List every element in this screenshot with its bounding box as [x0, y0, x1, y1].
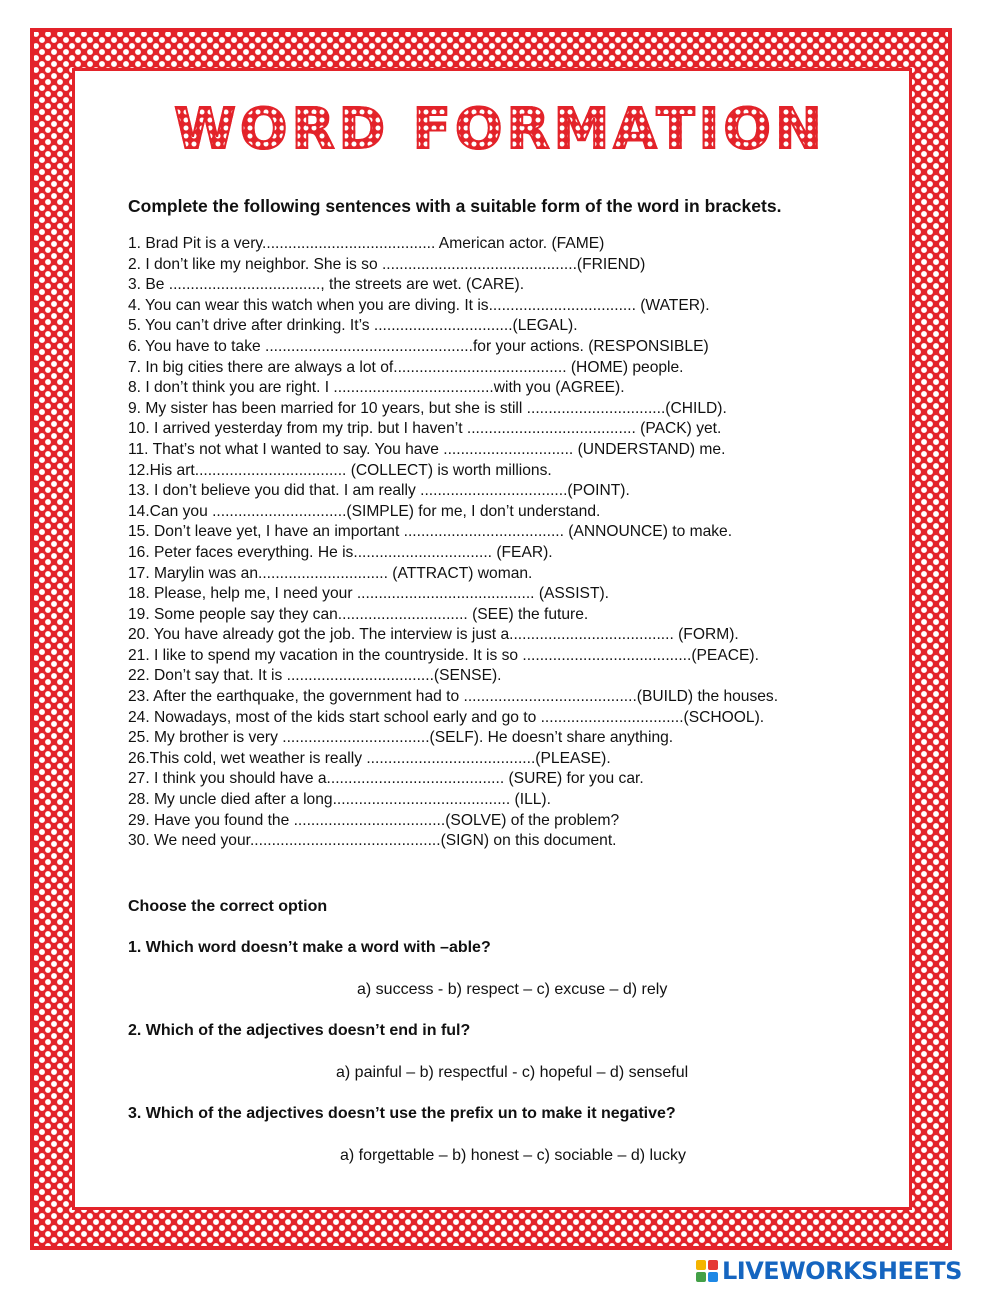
- sentence-item: 15. Don’t leave yet, I have an important ..................................... (ANNOUNCE) to make.: [128, 523, 733, 541]
- question-2: 2. Which of the adjectives doesn’t end in ful?: [128, 1022, 471, 1039]
- sentence-item: 21. I like to spend my vacation in the countryside. It is so .......................................(PEACE).: [128, 646, 759, 664]
- sentence-item: 16. Peter faces everything. He is................................ (FEAR).: [128, 543, 553, 561]
- instructions: Complete the following sentences with a suitable form of the word in brackets.: [128, 196, 782, 216]
- options-2: a) painful – b) respectful - c) hopeful – d) senseful: [336, 1064, 689, 1081]
- sentence-item: 3. Be ..................................., the streets are wet. (CARE).: [128, 276, 525, 294]
- sentence-item: 12.His art................................... (COLLECT) is worth millions.: [128, 461, 552, 479]
- logo-block: [696, 1272, 706, 1282]
- sentence-item: 19. Some people say they can.............................. (SEE) the future.: [128, 605, 589, 623]
- sentence-item: 11. That’s not what I wanted to say. You have .............................. (UNDERSTAND) me.: [128, 440, 726, 458]
- sentence-item: 18. Please, help me, I need your ......................................... (ASSIST).: [128, 585, 609, 603]
- worksheet-title: WORD FORMATION: [174, 97, 826, 162]
- question-1: 1. Which word doesn’t make a word with –able?: [128, 939, 491, 956]
- sentence-item: 6. You have to take ................................................for your actions. (RESPONSIBLE): [128, 337, 709, 355]
- question-3: 3. Which of the adjectives doesn’t use the prefix un to make it negative?: [128, 1105, 676, 1122]
- sentence-item: 24. Nowadays, most of the kids start school early and go to .................................(SCHOOL).: [128, 708, 765, 726]
- sentence-item: 25. My brother is very ..................................(SELF). He doesn’t share anything.: [128, 729, 674, 747]
- logo-icon: [696, 1260, 718, 1282]
- exercise-1: [128, 193, 908, 852]
- logo-block: [708, 1260, 718, 1270]
- sentence-item: 8. I don’t think you are right. I .....................................with you (AGREE).: [128, 379, 625, 397]
- sentence-item: 20. You have already got the job. The interview is just a...................................... (FORM).: [128, 626, 739, 644]
- sentence-item: 30. We need your............................................(SIGN) on this document.: [128, 832, 617, 850]
- sentence-item: 22. Don’t say that. It is ..................................(SENSE).: [128, 667, 502, 685]
- sentence-item: 27. I think you should have a......................................... (SURE) for you car.: [128, 770, 644, 788]
- logo-text: LIVEWORKSHEETS: [722, 1257, 962, 1285]
- options-3: a) forgettable – b) honest – c) sociable – d) lucky: [340, 1147, 686, 1164]
- section-title: Choose the correct option: [128, 898, 328, 915]
- sentence-item: 23. After the earthquake, the government had to ........................................(BUILD) the houses.: [128, 688, 779, 706]
- sentence-list: [128, 234, 908, 852]
- sentence-item: 17. Marylin was an.............................. (ATTRACT) woman.: [128, 564, 533, 582]
- sentence-item: 5. You can’t drive after drinking. It’s ................................(LEGAL).: [128, 317, 578, 335]
- exercise-2: [128, 896, 908, 1167]
- options-1: a) success - b) respect – c) excuse – d) rely: [357, 981, 668, 998]
- sentence-item: 14.Can you ...............................(SIMPLE) for me, I don’t understand.: [128, 502, 601, 520]
- logo-block: [696, 1260, 706, 1270]
- sentence-item: 10. I arrived yesterday from my trip. but I haven’t ....................................... (PACK) yet.: [128, 420, 722, 438]
- sentence-item: 28. My uncle died after a long......................................... (ILL).: [128, 791, 551, 809]
- sentence-item: 7. In big cities there are always a lot of........................................ (HOME) people.: [128, 358, 684, 376]
- liveworksheets-logo: [696, 1256, 996, 1286]
- sentence-item: 2. I don’t like my neighbor. She is so .............................................(FRIEND): [128, 255, 646, 273]
- sentence-item: 13. I don’t believe you did that. I am really ..................................(POINT).: [128, 482, 630, 500]
- sentence-item: 9. My sister has been married for 10 years, but she is still ................................(CHILD).: [128, 399, 727, 417]
- sentence-item: 4. You can wear this watch when you are diving. It is.................................. (WATER).: [128, 296, 710, 314]
- sentence-item: 26.This cold, wet weather is really .......................................(PLEASE).: [128, 749, 611, 767]
- sentence-item: 1. Brad Pit is a very........................................ American actor. (FAME): [128, 235, 605, 252]
- sentence-item: 29. Have you found the ...................................(SOLVE) of the problem?: [128, 811, 620, 829]
- title-container: [0, 97, 1000, 162]
- logo-block: [708, 1272, 718, 1282]
